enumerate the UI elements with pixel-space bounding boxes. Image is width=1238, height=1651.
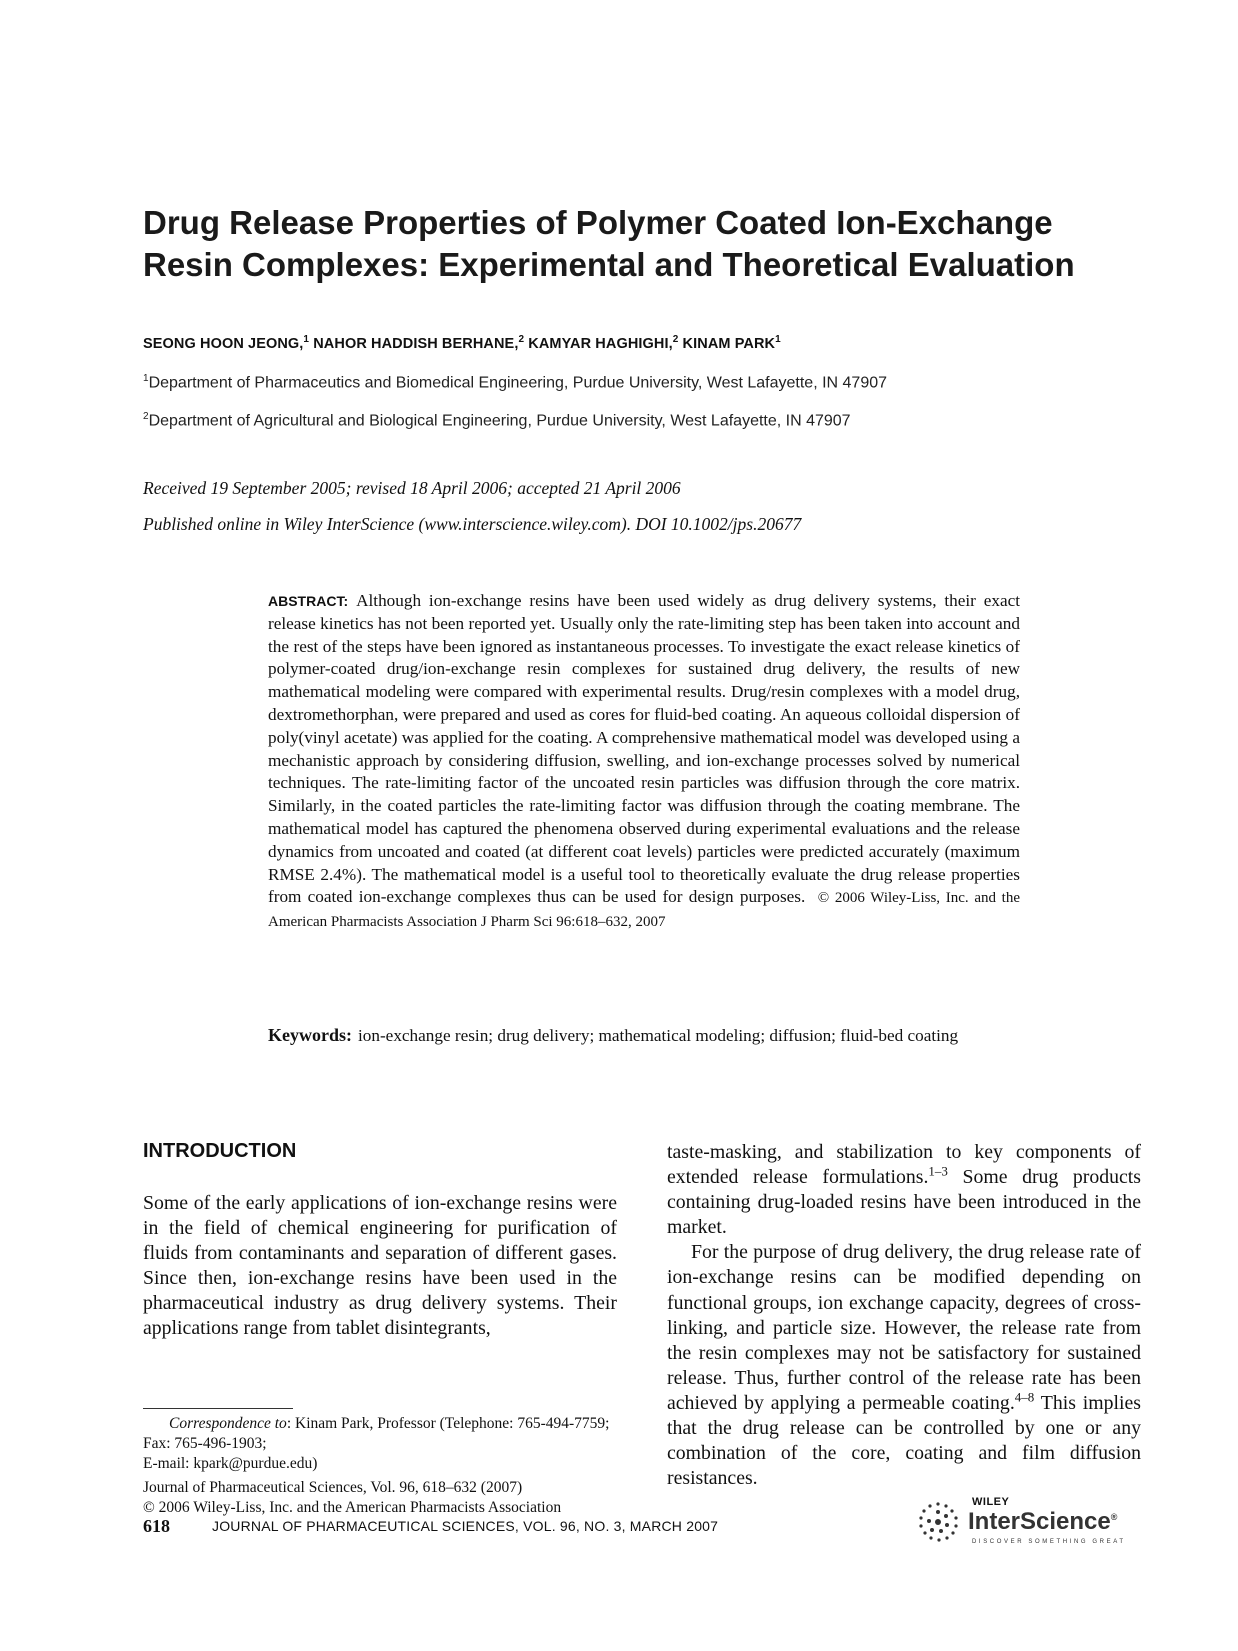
section-heading-introduction: INTRODUCTION — [143, 1140, 297, 1162]
logo-registered-mark: ® — [1110, 1512, 1118, 1522]
footnote-divider — [143, 1408, 293, 1409]
author-affil-sup: 1 — [303, 334, 310, 345]
correspondence-footnote — [143, 1414, 621, 1473]
wiley-interscience-logo — [916, 1494, 1146, 1554]
author-affil-sup: 2 — [518, 334, 525, 345]
logo-name-text: InterScience — [968, 1508, 1111, 1535]
intro-paragraph-1: Some of the early applications of ion-exchange resins were in the field of chemical engineering for purification of fluids from contaminants and separation of different gases. Since then, ion-exchange resins have been used in the pharmaceutical industry as drug delivery systems. Their applications range from tablet disintegrants, — [143, 1192, 617, 1340]
author-affil-sup: 1 — [775, 334, 781, 345]
affiliation-text: Department of Agricultural and Biological Engineering, Purdue University, West Lafayette, IN 47907 — [148, 412, 851, 430]
author-name: KAMYAR HAGHIGHI, — [528, 335, 673, 352]
keywords-text: ion-exchange resin; drug delivery; mathematical modeling; diffusion; fluid-bed coating — [358, 1026, 959, 1045]
author-list — [143, 334, 781, 352]
correspondence-text: : Kinam Park, Professor (Telephone: 765-494-7759; Fax: 765-496-1903; — [143, 1415, 610, 1452]
author-name: NAHOR HADDISH BERHANE, — [313, 335, 519, 352]
keywords-label: Keywords: — [268, 1025, 352, 1045]
abstract-label: ABSTRACT: — [268, 593, 349, 609]
paragraph-text: For the purpose of drug delivery, the drug release rate of ion-exchange resins can be modified depending on functional groups, ion exchange capacity, degrees of cross-linking, and particle size. However, the release rate from the resin complexes may not be satisfactory for sustained release. Thus, further control of the release rate has been achieved by applying a permeable coating. — [667, 1241, 1141, 1414]
title-line-1: Drug Release Properties of Polymer Coated Ion-Exchange — [143, 204, 1053, 241]
journal-footnote — [143, 1478, 621, 1518]
logo-name — [968, 1508, 1117, 1536]
paragraph-text: taste-masking, and stabilization to key components of extended release formulations. — [667, 1141, 1141, 1189]
citation-ref: 4–8 — [1014, 1389, 1035, 1405]
paragraph-text: This implies that the drug release can be controlled by one or any combination of the core, coating and film diffusion resistances. — [667, 1391, 1141, 1490]
author-name: KINAM PARK — [682, 335, 776, 352]
intro-paragraph-continued — [667, 1140, 1141, 1240]
abstract — [268, 590, 1020, 934]
abstract-copyright: © 2006 Wiley-Liss, Inc. and the American Pharmacists Association J Pharm Sci 96:618–632, 2007 — [268, 890, 1021, 931]
column-left — [143, 1191, 617, 1342]
abstract-text: Although ion-exchange resins have been used widely as drug delivery systems, their exact release kinetics has not been reported yet. Usually only the rate-limiting step has been taken into account and the rest of the steps have been ignored as instantaneous processes. To investigate the exact release kinetics of polymer-coated drug/ion-exchange resin complexes for sustained drug delivery, the results of new mathematical modeling were compared with experimental results. Drug/resin complexes with a model drug, dextromethorphan, were prepared and used as cores for fluid-bed coating. An aqueous colloidal dispersion of poly(vinyl acetate) was applied for the coating. A comprehensive mathematical model was developed using a mechanistic approach by considering diffusion, swelling, and ion-exchange processes solved by numerical techniques. The rate-limiting factor of the uncoated resin particles was diffusion through the core matrix. Similarly, in the coated particles the rate-limiting factor was diffusion through the coating membrane. The mathematical model has captured the phenomena observed during experimental evaluations and the release dynamics from uncoated and coated (at different coat levels) particles were predicted accurately (maximum RMSE 2.4%). The mathematical model is a useful tool to theoretically evaluate the drug release properties from coated ion-exchange complexes thus can be used for design purposes. — [268, 591, 1020, 907]
intro-paragraph-2 — [667, 1240, 1141, 1491]
affiliation-1 — [143, 373, 887, 392]
paper-title — [143, 202, 1143, 286]
column-right — [667, 1140, 1141, 1491]
affiliation-2 — [143, 411, 851, 430]
paragraph-text: Some drug products containing drug-loaded resins have been introduced in the market. — [667, 1166, 1141, 1239]
logo-tagline: DISCOVER SOMETHING GREAT — [972, 1539, 1126, 1545]
received-dates: Received 19 September 2005; revised 18 April 2006; accepted 21 April 2006 — [143, 478, 681, 498]
affiliation-text: Department of Pharmaceutics and Biomedical Engineering, Purdue University, West Lafayette, IN 47907 — [148, 374, 888, 392]
affiliation-sup: 2 — [143, 411, 149, 422]
citation-ref: 1–3 — [928, 1163, 948, 1179]
running-footer: JOURNAL OF PHARMACEUTICAL SCIENCES, VOL. 96, NO. 3, MARCH 2007 — [212, 1518, 719, 1534]
keywords — [268, 1024, 1020, 1047]
title-line-2: Resin Complexes: Experimental and Theoretical Evaluation — [143, 246, 1075, 283]
published-online: Published online in Wiley InterScience (www.interscience.wiley.com). DOI 10.1002/jps.20677 — [143, 514, 802, 534]
correspondence-email: E-mail: kpark@purdue.edu) — [143, 1454, 318, 1472]
author-affil-sup: 2 — [672, 334, 679, 345]
journal-copyright: © 2006 Wiley-Liss, Inc. and the American Pharmacists Association — [143, 1498, 562, 1516]
journal-citation: Journal of Pharmaceutical Sciences, Vol. 96, 618–632 (2007) — [143, 1479, 523, 1496]
affiliation-sup: 1 — [143, 373, 149, 384]
dotted-globe-icon — [916, 1500, 960, 1544]
page-number: 618 — [143, 1516, 170, 1536]
logo-publisher: WILEY — [972, 1496, 1010, 1508]
correspondence-label: Correspondence to — [169, 1415, 287, 1432]
author-name: SEONG HOON JEONG, — [143, 335, 304, 352]
